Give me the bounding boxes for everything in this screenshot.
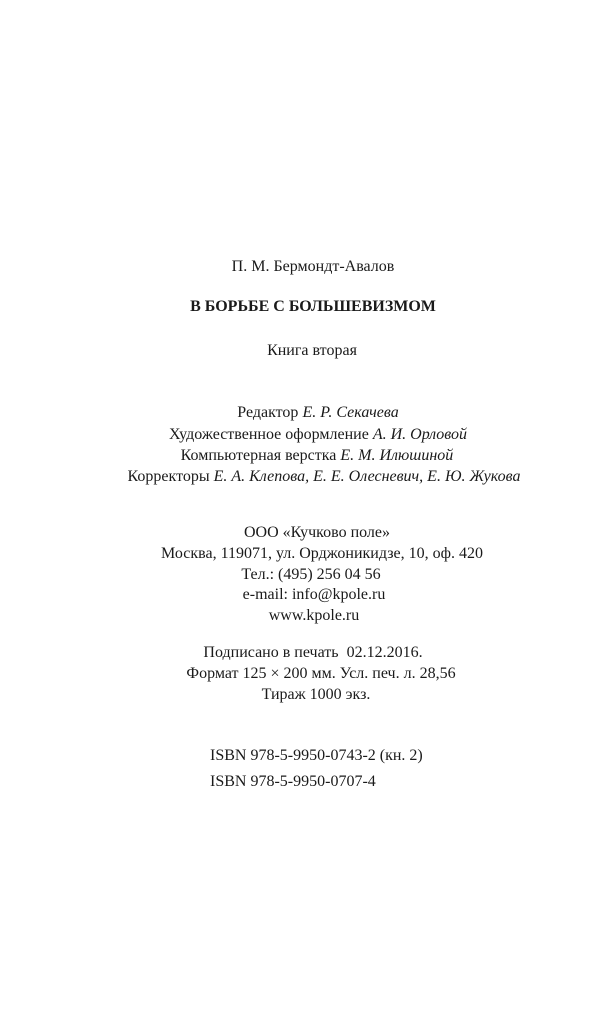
isbn-volume: ISBN 978-5-9950-0743-2 (кн. 2) bbox=[210, 747, 423, 764]
credit-editor-name: Е. Р. Секачева bbox=[302, 404, 399, 421]
credit-proof-role: Корректоры bbox=[127, 468, 210, 485]
publisher-email: e-mail: info@kpole.ru bbox=[242, 586, 386, 603]
isbn-set: ISBN 978-5-9950-0707-4 bbox=[210, 773, 376, 790]
credit-design-name: А. И. Орловой bbox=[372, 426, 468, 443]
publisher-name: ООО «Кучково поле» bbox=[243, 524, 391, 541]
author-name: П. М. Бермондт-Авалов bbox=[231, 258, 395, 275]
print-format: Формат 125 × 200 мм. Усл. печ. л. 28,56 bbox=[186, 665, 456, 682]
credit-layout bbox=[17, 446, 600, 466]
credit-layout-name: Е. М. Илюшиной bbox=[340, 447, 454, 464]
print-signed-date: Подписано в печать 02.12.2016. bbox=[203, 644, 423, 661]
credit-design-role: Художественное оформление bbox=[168, 426, 369, 443]
publisher-website: www.kpole.ru bbox=[268, 607, 360, 624]
credit-proofreaders bbox=[24, 467, 600, 487]
credit-layout-role: Компьютерная верстка bbox=[180, 447, 337, 464]
book-subtitle: Книга вторая bbox=[267, 342, 357, 359]
credit-design bbox=[18, 425, 600, 445]
publisher-phone: Тел.: (495) 256 04 56 bbox=[241, 566, 381, 583]
book-title: В БОРЬБЕ С БОЛЬШЕВИЗМОМ bbox=[190, 298, 436, 315]
credit-editor-role: Редактор bbox=[237, 404, 299, 421]
credit-editor bbox=[18, 403, 600, 423]
credit-proof-names: Е. А. Клепова, Е. Е. Олесневич, Е. Ю. Жукова bbox=[213, 468, 521, 485]
print-run: Тираж 1000 экз. bbox=[261, 686, 371, 703]
publisher-address: Москва, 119071, ул. Орджоникидзе, 10, оф. 420 bbox=[161, 545, 483, 562]
